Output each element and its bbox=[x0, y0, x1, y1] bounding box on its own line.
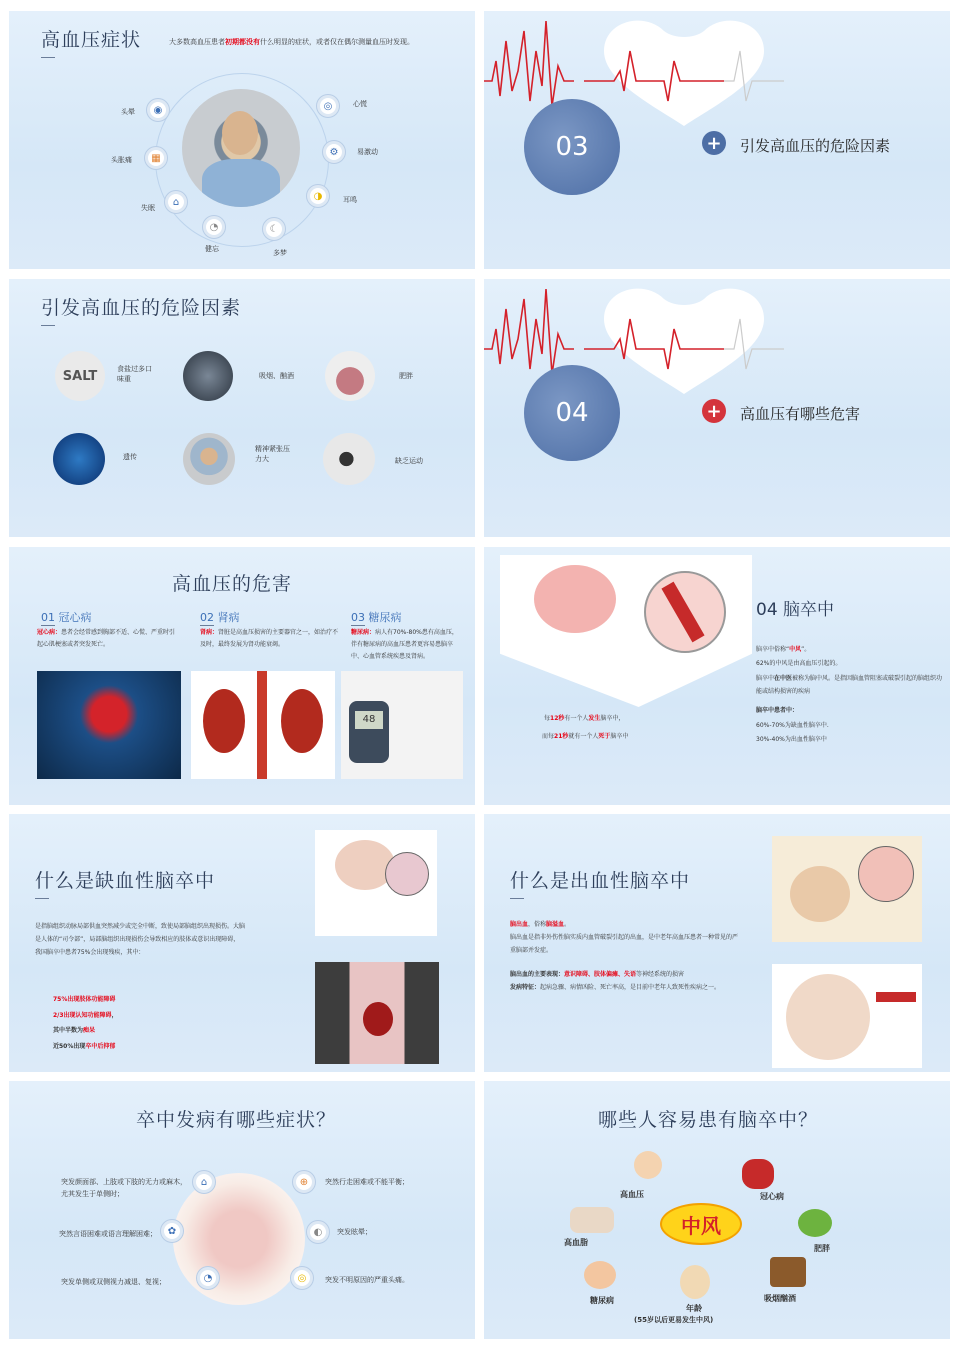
symptom-right-1: 突然行走困难或不能平衡； bbox=[325, 1178, 409, 1186]
group-label: 冠心病 bbox=[760, 1192, 784, 1201]
stroke-symptom-image bbox=[173, 1173, 305, 1305]
artery-rupture-image bbox=[772, 964, 922, 1068]
slide-description: 大多数高血压患者初期都没有什么明显的症状，或者仅在偶尔测量血压时发现。 bbox=[169, 38, 414, 46]
stressed-man-image bbox=[182, 89, 300, 207]
brain-artery-image bbox=[500, 555, 752, 707]
stroke-stat-1: 每12秒有一个人发生脑卒中， bbox=[544, 715, 625, 722]
brain-bleed-image bbox=[772, 836, 922, 942]
tinnitus-icon: ◑ bbox=[307, 185, 329, 207]
col-heading: 01 冠心病 bbox=[41, 611, 92, 624]
group-label: 年龄 bbox=[686, 1304, 702, 1313]
group-label: 肥胖 bbox=[814, 1244, 830, 1253]
plus-icon: + bbox=[702, 131, 726, 155]
symptom-left-2: 突然言语困难或语言理解困难； bbox=[59, 1230, 157, 1238]
glucose-meter-image bbox=[341, 671, 463, 779]
slide-title: 高血压症状 bbox=[41, 29, 142, 51]
irritable-icon: ⚙ bbox=[323, 141, 345, 163]
dna-image bbox=[53, 433, 105, 485]
vertigo-icon: ◐ bbox=[307, 1221, 329, 1243]
obesity-image bbox=[798, 1209, 832, 1237]
diabetes-image bbox=[584, 1261, 616, 1289]
stroke-stat-2: 而每21秒就有一个人死于脑卒中 bbox=[542, 733, 629, 740]
stroke-text: 脑卒中俗称“中风”。 62%的中风是由高血压引起的。 脑卒中在中医被称为脑中风。是指因脑血管阻塞或破裂引起的脑组织功能或结构损害的疾病 脑卒中患者中： 60%-70%为缺血性脑卒中. 30%-40%为出血性脑卒中 bbox=[756, 646, 943, 743]
slide-risk-factors bbox=[9, 279, 475, 537]
risk-label: 遗传 bbox=[123, 453, 137, 461]
section-slide-04 bbox=[484, 279, 950, 537]
risk-label: 吸烟、酗酒 bbox=[259, 372, 294, 380]
symptom-label: 头胀痛 bbox=[111, 156, 132, 164]
palpitation-icon: ◎ bbox=[317, 95, 339, 117]
col-underline bbox=[351, 625, 365, 626]
brain-image bbox=[315, 830, 437, 936]
symptom-left-1: 突发颜面部、上肢或下肢的无力或麻木，尤其发生于单侧时； bbox=[61, 1178, 187, 1198]
risk-label: 肥胖 bbox=[399, 372, 413, 380]
elderly-image bbox=[680, 1265, 710, 1299]
lipid-image bbox=[570, 1207, 614, 1233]
symptom-label: 健忘 bbox=[205, 245, 219, 253]
col-heading: 03 糖尿病 bbox=[351, 611, 402, 624]
stress-image bbox=[183, 433, 235, 485]
title-underline bbox=[510, 898, 524, 899]
symptom-label: 耳鸣 bbox=[343, 196, 357, 204]
slide-title: 高血压的危害 bbox=[172, 573, 293, 595]
slide-title: 引发高血压的危险因素 bbox=[41, 297, 242, 319]
slide-title: 卒中发病有哪些症状？ bbox=[136, 1109, 337, 1131]
title-underline bbox=[41, 57, 55, 58]
col-text: 肾病：肾脏是高血压损害的主要器官之一，如治疗不及时，最终发展为肾功能衰竭。 bbox=[200, 629, 339, 648]
forgetful-icon: ◔ bbox=[203, 216, 225, 238]
risk-label: 食盐过多口味重 bbox=[117, 365, 152, 383]
symptom-right-3: 突发不明原因的严重头痛。 bbox=[325, 1276, 409, 1284]
risk-label: 缺乏运动 bbox=[395, 457, 423, 465]
slide-title: 哪些人容易患有脑卒中？ bbox=[598, 1109, 819, 1131]
kidney-image bbox=[191, 671, 335, 779]
col-underline bbox=[41, 625, 55, 626]
group-label: 高血脂 bbox=[564, 1238, 588, 1247]
hemorrhage-text: 脑出血，俗称脑溢血。 脑出血是指非外伤性脑实质内血管破裂引起的出血，是中老年高血压患者一种常见的严重脑部并发症。 脑出血的主要表现：意识障碍、肢体偏瘫、失语等神经系统的损害 发病特征：起病急骤、病情凶险、死亡率高，是目前中老年人致死性疾病之一。 bbox=[510, 921, 739, 991]
group-label: 吸烟酗酒 bbox=[764, 1294, 796, 1303]
smoking-drinking-image bbox=[770, 1257, 806, 1287]
slide-hypertension-harms bbox=[9, 547, 475, 805]
headache-icon: ◎ bbox=[291, 1267, 313, 1289]
meter-display: 48 bbox=[355, 711, 383, 729]
section-number: 03 bbox=[524, 99, 620, 195]
symptom-label: 心慌 bbox=[353, 100, 367, 108]
no-exercise-image bbox=[323, 433, 375, 485]
col-underline bbox=[200, 625, 214, 626]
symptom-left-3: 突发单侧或双侧视力减退、复视； bbox=[61, 1278, 166, 1286]
slide-hypertension-symptoms bbox=[9, 11, 475, 269]
title-underline bbox=[35, 898, 49, 899]
section-label: 引发高血压的危险因素 bbox=[740, 137, 891, 155]
face-icon: ⌂ bbox=[193, 1171, 215, 1193]
symptom-label: 失眠 bbox=[141, 204, 155, 212]
ischemic-bullets: 75%出现肢体功能障碍 2/3出现认知功能障碍， 其中半数为痴呆 近50%出现卒中后抑郁 bbox=[53, 996, 118, 1050]
slide-hemorrhagic-stroke bbox=[484, 814, 950, 1072]
slide-title: 什么是缺血性脑卒中 bbox=[35, 870, 216, 892]
slide-stroke bbox=[484, 547, 950, 805]
section-slide-03 bbox=[484, 11, 950, 269]
risk-label: 精神紧张压力大 bbox=[255, 445, 290, 463]
dizzy-icon: ◉ bbox=[147, 99, 169, 121]
artery-clot-image bbox=[315, 962, 439, 1064]
slide-stroke-risk-groups bbox=[484, 1081, 950, 1339]
group-label: 高血压 bbox=[620, 1190, 644, 1199]
speech-icon: ✿ bbox=[161, 1220, 183, 1242]
headache-icon: ▦ bbox=[145, 147, 167, 169]
section-number: 04 bbox=[524, 365, 620, 461]
heart-image bbox=[742, 1159, 774, 1189]
plus-icon: + bbox=[702, 399, 726, 423]
salt-image: SALT bbox=[55, 351, 105, 401]
symptom-label: 头晕 bbox=[121, 108, 135, 116]
stroke-center: 中风 bbox=[660, 1203, 742, 1245]
ischemic-paragraph: 是指脑组织动脉局部供血突然减少或完全中断，致使局部脑组织出现损伤。大脑是人体的“司令部”，局部脑组织出现损伤会导致相应的肢体或意识出现障碍，我国脑卒中患者75%会出现残疾，其中： bbox=[35, 923, 246, 957]
obesity-image bbox=[325, 351, 375, 401]
age-note: (55岁以后更易发生中风) bbox=[634, 1316, 714, 1324]
vision-icon: ◔ bbox=[197, 1267, 219, 1289]
smoking-image bbox=[183, 351, 233, 401]
balance-icon: ⊕ bbox=[293, 1171, 315, 1193]
slide-title: 什么是出血性脑卒中 bbox=[510, 870, 691, 892]
symptom-right-2: 突发眩晕； bbox=[337, 1228, 372, 1236]
col-text: 糖尿病：病人有70%-80%患有高血压，伴有糖尿病的高血压患者更容易患脑卒中、心血管系统疾患及肾病。 bbox=[351, 629, 458, 660]
heart-disease-image bbox=[37, 671, 181, 779]
slide-title: 04 脑卒中 bbox=[756, 600, 835, 620]
col-text: 冠心病：患者会经常感到胸部不适、心慌、严重时引起心肌梗塞或者突发死亡。 bbox=[37, 629, 176, 648]
col-heading: 02 肾病 bbox=[200, 611, 240, 624]
insomnia-icon: ⌂ bbox=[165, 191, 187, 213]
title-underline bbox=[41, 325, 55, 326]
symptom-label: 易激动 bbox=[357, 148, 378, 156]
section-label: 高血压有哪些危害 bbox=[740, 405, 861, 423]
dreams-icon: ☾ bbox=[263, 218, 285, 240]
slide-ischemic-stroke bbox=[9, 814, 475, 1072]
group-label: 糖尿病 bbox=[590, 1296, 614, 1305]
hypertension-image bbox=[634, 1151, 662, 1179]
symptom-label: 多梦 bbox=[273, 249, 287, 257]
slide-stroke-symptoms bbox=[9, 1081, 475, 1339]
